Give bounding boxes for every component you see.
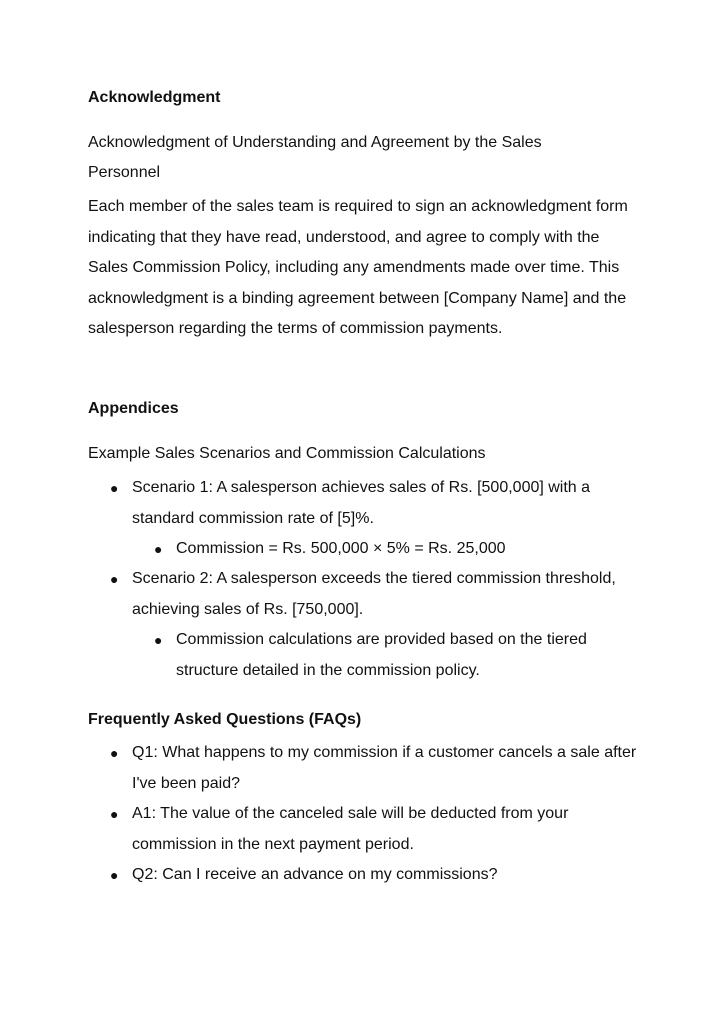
bullet-icon: ● [110, 806, 119, 822]
scenario-1-detail-item [154, 534, 636, 565]
acknowledgment-subtitle-line1: Acknowledgment of Understanding and Agreement by the Sales [88, 134, 542, 151]
appendices-heading: Appendices [88, 400, 179, 417]
faq-item [110, 738, 642, 799]
bullet-icon: ● [110, 867, 119, 883]
scenario-2-item [110, 564, 642, 625]
scenario-1-item [110, 473, 642, 534]
scenario-2-detail-item [154, 625, 636, 686]
bullet-icon: ● [110, 480, 119, 496]
acknowledgment-heading: Acknowledgment [88, 89, 221, 106]
faq-item [110, 799, 642, 860]
scenario-1-text: Scenario 1: A salesperson achieves sales of Rs. [500,000] with a standard commission rate of [5]%. [132, 479, 591, 527]
faq-text: Q1: What happens to my commission if a customer cancels a sale after I've been paid? [132, 744, 637, 792]
scenario-1-sublist [154, 534, 636, 565]
scenario-1-detail-text: Commission = Rs. 500,000 × 5% = Rs. 25,000 [176, 540, 506, 557]
faq-item [110, 860, 642, 891]
scenario-2-sublist [154, 625, 636, 686]
faq-text: A1: The value of the canceled sale will be deducted from your commission in the next payment period. [132, 805, 569, 853]
bullet-icon: ● [154, 541, 163, 557]
acknowledgment-subtitle-line2: Personnel [88, 164, 161, 181]
faqs-heading: Frequently Asked Questions (FAQs) [88, 711, 362, 728]
scenario-list-2 [110, 564, 642, 625]
scenario-2-detail-text: Commission calculations are provided based on the tiered structure detailed in the commission policy. [176, 631, 587, 679]
bullet-icon: ● [154, 632, 163, 648]
acknowledgment-body: Each member of the sales team is required to sign an acknowledgment form indicating that they have read, understood, and agree to comply with the Sales Commission Policy, including any amendments made over time. This acknowledgment is a binding agreement between [Company Name] and the salesperson regarding the terms of commission payments. [88, 198, 628, 337]
faq-text: Q2: Can I receive an advance on my commissions? [132, 866, 498, 883]
faq-list [110, 738, 642, 891]
scenario-list [110, 473, 642, 534]
scenario-2-text: Scenario 2: A salesperson exceeds the tiered commission threshold, achieving sales of Rs. [750,000]. [132, 570, 616, 618]
bullet-icon: ● [110, 745, 119, 761]
bullet-icon: ● [110, 571, 119, 587]
appendices-subtitle: Example Sales Scenarios and Commission Calculations [88, 445, 486, 462]
